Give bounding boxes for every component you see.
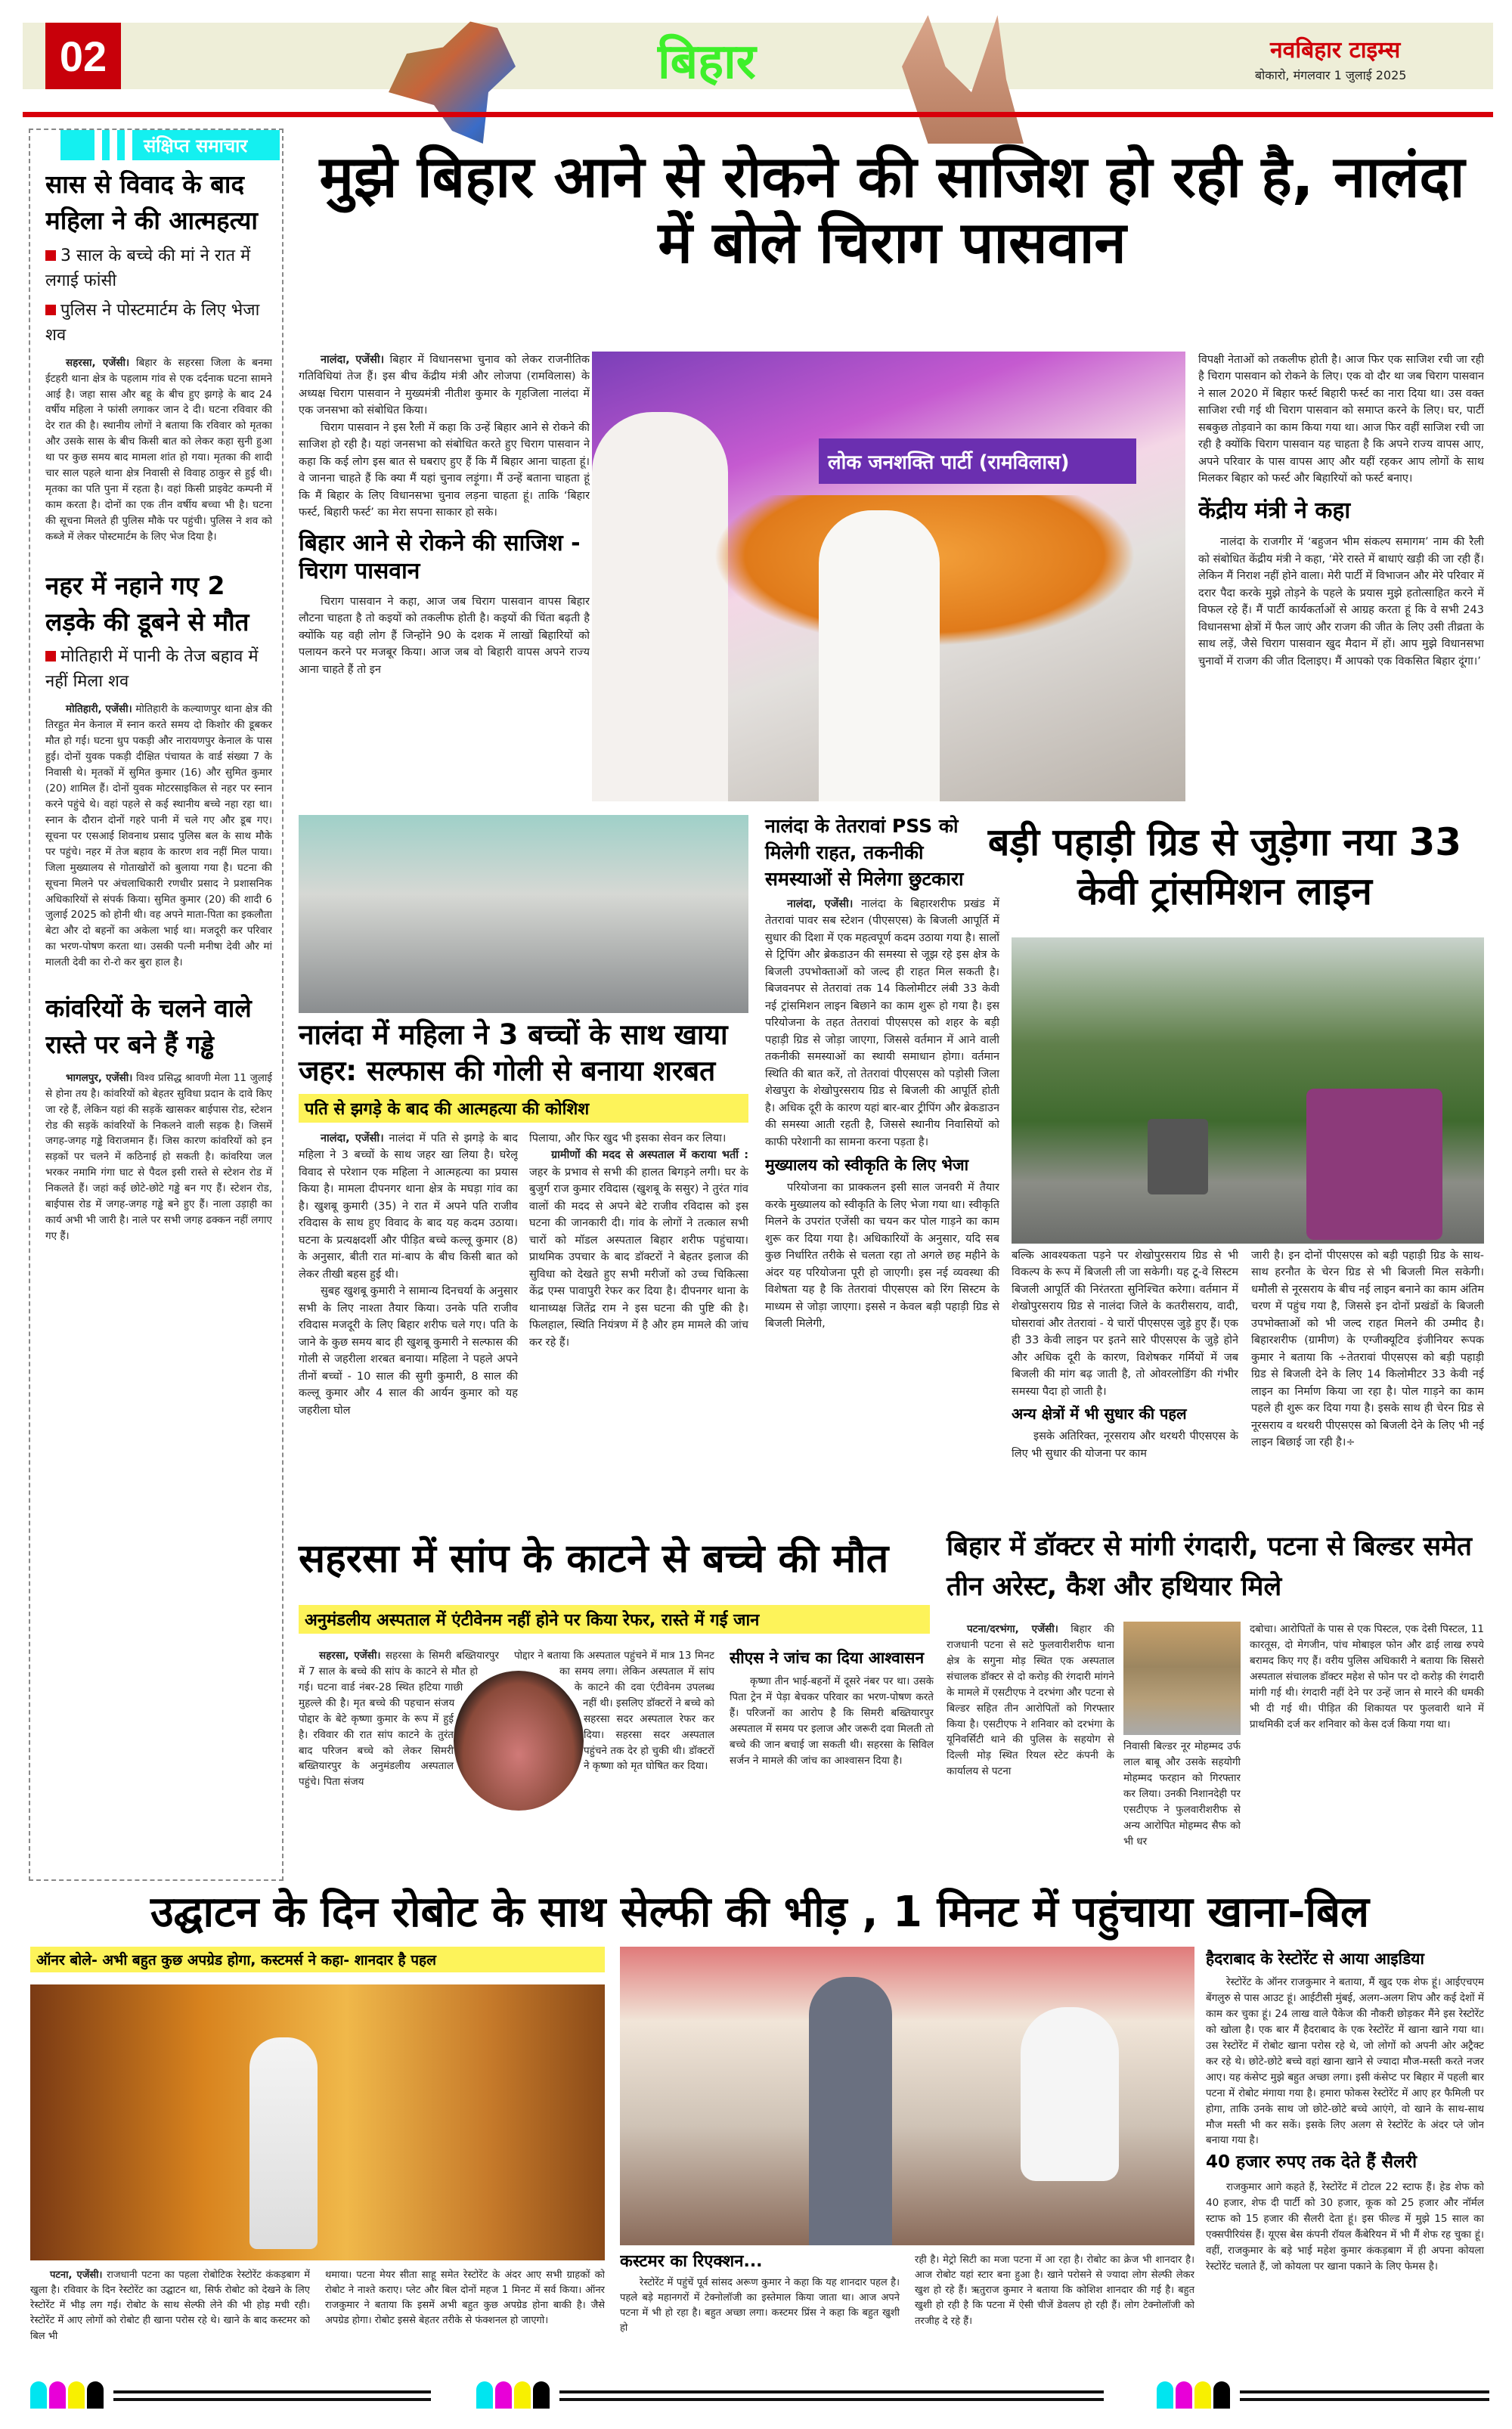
snake-subheadline: अनुमंडलीय अस्पताल में एंटीवेनम नहीं होने पर किया रेफर, रास्ते में गई जान [299,1605,930,1634]
article-body: सहरसा के सिमरी बख्तियारपुर में 7 साल के बच्चे की सांप के काटने से मौत हो गई। घटना वार्ड नंबर-28 स्थित हटिया गाछी मुहल्ले की है। मृत बच्चे की पहचान संजय पोद्दार के बेटे कृष्णा कुमार के रूप में हुई है। रविवार की रात सांप काटने के तुरंत बाद परिजन बच्चे को लेकर सिमरी बख्तियारपुर के अनुमंडलीय अस्पताल पहुंचे। पिता संजय [299,1650,499,1789]
article-dateline: भागलपुर, एजेंसी। [66,1071,133,1084]
doctor-extortion-headline: बिहार में डॉक्टर से मांगी रंगदारी, पटना से बिल्डर समेत तीन अरेस्ट, कैश और हथियार मिले [947,1532,1473,1602]
doctor-column-2 [1123,1739,1241,1864]
photo-robot [249,2037,318,2249]
robot-waiter-photo [30,1984,605,2260]
poison-column-1 [299,1130,518,1504]
poison-subheadline: पति से झगड़े के बाद की आत्महत्या की कोशिश [299,1094,748,1123]
lead-subheading: केंद्रीय मंत्री ने कहा [1198,497,1351,524]
tag-bars-decoration [87,130,132,160]
doctor-column-1 [947,1622,1114,1864]
article-dateline: नालंदा, एजेंसी। [321,1132,384,1145]
registration-rule [1240,2390,1489,2401]
police-patrol-photo [1123,1622,1241,1735]
robot-side-heading: हैदराबाद के रेस्टोरेंट से आया आइडिया [1206,1950,1424,1968]
snake-column-2 [514,1648,714,1875]
pss-column-2 [1012,1247,1238,1504]
photo-party-banner: लोक जनशक्ति पार्टी (रामविलास) [819,438,1136,484]
robot-column-1 [30,2268,310,2362]
article-body: विपक्षी नेताओं को तकलीफ होती है। आज फिर एक साजिश रची जा रही है चिराग पासवान को रोकने के लिए। एक वो दौर था जब चिराग पासवान ने साल 2020 में बिहार फर्स्ट बिहारी फर्स्ट का नारा दिया था। उस वक्त साजिश रची गई थी चिराग पासवान को समाप्त करने के लिए। घर, पार्टी सबकुछ तोड़वाने का काम किया गया था। आज फिर वहीं साजिश रची जा रही है क्योंकि चिराग पासवान यह चाहता है कि अपने राज्य वापस आए, अपने परिवार के पास वापस आए और यहीं रहकर आप लोगों के साथ मिलकर बिहार को फर्स्ट और बिहारियों को फर्स्ट बनाए। [1198,354,1484,485]
pss-subheading: अन्य क्षेत्रों में भी सुधार की पहल [1012,1405,1187,1424]
article-body: थमाया। पटना मेयर सीता साहू समेत रेस्टोरेंट के अंदर आए सभी ग्राहकों को रोबोट ने नाश्ते कराए। प्लेट और बिल दोनों महज 1 मिनट में सर्व किया। ऑनर राजकुमार ने बताया कि इसमें अभी बहुत कुछ अपग्रेड होना बाकी है। जैसे अपग्रेड होगा। रोबोट इससे बेहतर तरीके से फंक्शनल हो जाएगो। [325,2269,605,2327]
brief-article-drowning [45,568,272,971]
brief-headline: कांवरियों के चलने वाले रास्ते पर बने हैं गड्ढे [45,993,252,1059]
article-body: जहर के प्रभाव से सभी की हालत बिगड़ने लगी। घर के बुजुर्ग राज कुमार रविदास (खुशबू के ससुर) ने तुरंत गांव वालों की मदद से अपने बेटे राजीव रविदास को इस घटना की जानकारी दी। गांव के लोगों ने तत्काल सभी चारों को मॉडल अस्पताल बिहार शरीफ पहुंचाया। प्राथमिक उपचार के बाद डॉक्टरों ने बेहतर इलाज की सुविधा को देखते हुए सभी मरीजों को उच्च चिकित्सा केंद्र एम्स पावापुरी रेफर कर दिया है। दीपनगर थाना के थानाध्यक्ष जितेंद्र राम ने इस घटना की पुष्टि की है। फिलहाल, स्थिति नियंत्रण में है और हम मामले की जांच कर रहे हैं। [529,1166,748,1349]
robot-column-2 [325,2268,605,2362]
robot-sidebar [1206,1949,1484,2376]
snake-subheading: सीएस ने जांच का दिया आश्वासन [730,1649,925,1667]
article-dateline: नालंदा, एजेंसी। [321,354,385,366]
brief-article-potholes [45,990,272,1244]
article-body: पोद्दार ने बताया कि अस्पताल पहुंचने में मात्र 13 मिनट का समय लगा। लेकिन अस्पताल में सांप के काटने की दवा एंटीवेनम उपलब्ध नहीं थी। इसलिए डॉक्टरों ने बच्चे को सहरसा सदर अस्पताल रेफर कर दिया। सहरसा सदर अस्पताल पहुंचने तक देर हो चुकी थी। डॉक्टरों ने कृष्णा को मृत घोषित कर दिया। [514,1650,714,1773]
article-body: विश्व प्रसिद्ध श्रावणी मेला 11 जुलाई से होना तय है। कांवरियों को बेहतर सुविधा प्रदान के दावे किए जा रहे हैं, लेकिन यहां की सड़कें खासकर बाईपास रोड, स्टेशन रोड की सड़कें कांवरियों के निकलने वाली सड़क है। जिसमें जगह-जगह गड्ढे विराजमान हैं। जिस कारण कांवरियों को इन सड़कों पर चलने में कठिनाई हो सकती है। कांवरिया जल भरकर नमामि गंगा घाट से पैदल इसी रास्ते से स्टेशन रोड में निकलते हैं। जहां कई छोटे-छोटे गड्ढे बन गए हैं। स्टेशन रोड, बाईपास रोड में जगह-जगह गड्ढे बने हुए हैं। नाला उड़ाही का कार्य अभी भी जारी है। नाले पर सभी जगह ढक्कन नहीं लगाए गए हैं। [45,1071,272,1243]
pss-headline: नालंदा के तेतरावां PSS को मिलेगी राहत, तकनीकी समस्याओं से मिलेगा छुटकारा [765,815,964,890]
brief-subhead: मोतिहारी में पानी के तेज बहाव में नहीं मिला शव [45,644,272,694]
article-body: राजधानी पटना का पहला रोबोटिक रेस्टोरेंट कंकड़बाग में खुला है। रविवार के दिन रेस्टोरेंट का उद्घाटन था, सिर्फ रोबोट को देखने के लिए रेस्टोरेंट में भीड़ लग गई। रोबोट के साथ सेल्फी लेने की भी होड़ मची रही। रेस्टोरेंट में आए लोगों को रोबोट ही खाना परोस रहे थे। खाने के बाद कस्टमर को बिल भी [30,2269,310,2342]
article-body: चिराग पासवान ने इस रैली में कहा कि उन्हें बिहार आने से रोकने की साजिश हो रही है। यहां जनसभा को संबोधित करते हुए चिराग पासवान ने कहा कि कई लोग इस बात से घबराए हुए हैं कि मैं बिहार आना चाहता हूं। वे जानना चाहते हैं कि क्या मैं यहां चुनाव लड़ूंगा। मैं उन्हें बताना चाहता हूं कि मैं बिहार के लिए विधानसभा चुनाव लड़ना चाहता हूं। ताकि ‘बिहार फर्स्ट, बिहारी फर्स्ट’ का मेरा सपना साकार हो सके। [299,421,590,519]
lead-headline: मुझे बिहार आने से रोकने की साजिश हो रही है, नालंदा में बोले चिराग पासवान [319,143,1465,277]
article-body: चिराग पासवान ने कहा, आज जब चिराग पासवान वापस बिहार लौटना चाहता है तो कइयों को तकलीफ होती है। कइयों की चिंता बढ़ती है क्योंकि यह वही लोग हैं जिन्होंने 90 के दशक में लाखों बिहारियों को पलायन करने पर मजबूर किया। आज जब वो बिहारी वापस अपने राज्य आना चाहते हैं तो इन [299,595,590,676]
lead-column-1 [299,352,590,816]
doctor-column-3 [1250,1622,1484,1864]
robot-subheading: कस्टमर का रिएक्शन... [620,2252,763,2271]
registration-marks [476,2381,552,2412]
article-dateline: सहरसा, एजेंसी। [319,1650,381,1662]
robot-headline: उद्घाटन के दिन रोबोट के साथ सेल्फी की भीड़ , 1 मिनट में पहुंचाया खाना-बिल [150,1888,1369,1937]
article-body: सुबह खुशबू कुमारी ने सामान्य दिनचर्या के अनुसार सभी के लिए नाश्ता तैयार किया। उनके पति राजीव रविदास मजदूरी के लिए बिहार शरीफ चले गए। पति के जाने के कुछ समय बाद ही खुशबू कुमारी ने सल्फास की गोली से जहरीला शरबत बनाया। महिला ने पहले अपने तीनों बच्चों - 10 साल की सुगी कुमारी, 8 साल की कल्लू कुमार और 4 साल की आर्यन कुमार को यह जहरीला घोल [299,1285,518,1417]
article-dateline: पटना, एजेंसी। [50,2269,103,2281]
photo-tractor [1306,1089,1442,1240]
article-body: जारी है। इन दोनों पीएसएस को बड़ी पहाड़ी ग्रिड के साथ-साथ हरनौत के चेरन ग्रिड से भी बिजली मिल सकेगी। धमौली से नूरसराय के बीच नई लाइन बनाने का काम अंतिम चरण में पहुंच गया है, जिससे इन दोनों प्रखंडों के बिजली उपभोक्ताओं को भी जल्द राहत मिलने की उम्मीद है। बिहारशरीफ (ग्रामीण) के एग्जीक्यूटिव इंजीनियर रूपक कुमार ने बताया कि ÷तेतरावां पीएसएस को बड़ी पहाड़ी ग्रिड से बिजली देने के लिए 14 किलोमीटर 33 केवी नई लाइन का निर्माण किया जा रहा है। पोल गाड़ने का काम पहले ही शुरू कर दिया गया है। इसके साथ ही चेरन ग्रिड से नूरसराय व थरथरी पीएसएस को बिजली देने के लिए भी नई लाइन बिछाई जा रही है।÷ [1251,1250,1484,1449]
grid-big-headline: बड़ी पहाड़ी ग्रिड से जुड़ेगा नया 33 केवी ट्रांसमिशन लाइन [987,820,1462,913]
article-body: बिहार में विधानसभा चुनाव को लेकर राजनीतिक गतिविधियां तेज हैं। इस बीच केंद्रीय मंत्री और लोजपा (रामविलास) के अध्यक्ष चिराग पासवान ने मुख्यमंत्री नीतीश कुमार के गृहजिला नालंदा में एक जनसभा को संबोधित किया। [299,354,590,417]
brief-headline: सास से विवाद के बाद महिला ने की आत्महत्या [45,169,258,235]
transmission-line-tractor-photo [1012,937,1484,1244]
article-body: पिलाया, और फिर खुद भी इसका सेवन कर लिया। [529,1132,727,1145]
page-number: 02 [45,23,121,89]
brief-article-suicide [45,166,272,545]
briefs-column [45,166,272,1867]
registration-rule [113,2390,431,2401]
robot-side-heading: 40 हजार रुपए तक देते हैं सैलरी [1206,2152,1418,2173]
photo-robot [1021,2007,1119,2181]
article-dateline: सहरसा, एजेंसी। [66,356,130,369]
article-body: नालंदा के बिहारशरीफ प्रखंड में तेतरावां पावर सब स्टेशन (पीएसएस) के बिजली आपूर्ति में सुधार की दिशा में एक महत्वपूर्ण कदम उठाया गया है। सालों से ट्रिपिंग और ब्रेकडाउन की समस्या से जूझ रहे इस क्षेत्र के बिजली उपभोक्ताओं को जल्द ही राहत मिल सकती है। बिजवनपर से तेतरावां तक 14 किलोमीटर लंबी 33 केवी नई ट्रांसमिशन लाइन बिछाने का काम शुरू हो गया है। इस परियोजना के तहत तेतरावां पीएसएस को शहर के बड़ी पहाड़ी ग्रिड से जोड़ा जाएगा, जिससे वर्तमान में आने वाली तकनीकी समस्याओं का स्थायी समाधान होगा। वर्तमान स्थिति की बात करें, तो तेतरावां पीएसएस को पड़ोसी जिला शेखपुरा के शेखोपुरसराय ग्रिड से बिजली की आपूर्ति होती है। अधिक दूरी के कारण यहां बार-बार ट्रीपिंग और ब्रेकडाउन की समस्या आती रहती है, जिससे स्थानीय निवासियों को काफी परेशानी का सामना करना पड़ता है। [765,898,999,1148]
registration-rule [559,2390,1104,2401]
article-body: राजकुमार आगे कहते हैं, रेस्टोरेंट में टोटल 22 स्टाफ हैं। हेड शेफ को 40 हजार, शेफ दी पार्टी को 30 हजार, कूक को 25 हजार और नॉर्मल स्टाफ को 15 हजार की सैलरी देता हूं। इस फील्ड में मुझे 15 साल का एक्सपीरियंस हैं। यूएस बेस कंपनी रॉयल कैंबेरियन में भी मैं शेफ रह चुका हूं। वहीं, राजकुमार के बड़े भाई महेश कुमार कंकड़बाग में ही अपना कोयला रेस्टोरेंट चलाते हैं, जो कोयला पर खाना पकाने के लिए फेमस है। [1206,2181,1484,2273]
pss-subheading: मुख्यालय को स्वीकृति के लिए भेजा [765,1156,969,1175]
article-dateline: मोतिहारी, एजेंसी। [66,703,132,716]
hospital-photo [299,815,748,1013]
registration-marks [30,2381,106,2412]
selfie-crowd-photo [620,1947,1194,2245]
article-body: नालंदा के राजगीर में ‘बहुजन भीम संकल्प समागम’ नाम की रैली को संबोधित केंद्रीय मंत्री ने कहा, ‘मेरे रास्ते में बाधाएं खड़ी की जा रही हैं। लेकिन मैं निराश नहीं होने वाला। मेरी पार्टी में विभाजन और मेरे परिवार में दरार पैदा करके मुझे तोड़ने के पहले के प्रयास मुझे हतोत्साहित करने में विफल रहे हैं। मैं पार्टी कार्यकर्ताओं से आग्रह करता हूं कि वे सभी 243 विधानसभा क्षेत्रों में फैल जाएं और राजग की जीत के लिए उसी तीव्रता के साथ लड़ें, जैसे चिराग पासवान खुद मैदान में हों। आप मुझे विधानसभा चुनावों में राजग की जीत दिलाइए। मैं आपको एक विकसित बिहार दूंगा।’ [1198,536,1484,668]
article-body: कृष्णा तीन भाई-बहनों में दूसरे नंबर पर था। उसके पिता ट्रेन में पेड़ा बेचकर परिवार का भरण-पोषण करते हैं। परिजनों का आरोप है कि सिमरी बख्तियारपुर अस्पताल में समय पर इलाज और जरूरी दवा मिलती तो बच्चे की जान बचाई जा सकती थी। सहरसा के सिविल सर्जन ने मामले की जांच का आश्वासन दिया है। [730,1675,934,1767]
brief-subhead: पुलिस ने पोस्टमार्टम के लिए भेजा शव [45,298,272,348]
edition-dateline: बोकारो, मंगलवार 1 जुलाई 2025 [1255,68,1407,82]
article-body: निवासी बिल्डर नूर मोहम्मद उर्फ लाल बाबू और उसके सहयोगी मोहम्मद फरहान को गिरफ्तार कर लिया। उनकी निशानदेही पर एसटीएफ ने फुलवारीशरीफ से अन्य आरोपित मोहम्मद सैफ को भी धर [1123,1740,1241,1848]
section-title: बिहार [658,34,756,90]
article-body: रही है। मेट्रो सिटी का मजा पटना में आ रहा है। रोबोट का क्रेज भी शानदार है। आज रोबोट यहां स्टार बना हुआ है। खाने परोसने से ज्यादा लोग सेल्फी लेकर खुश हो रहे हैं। ऋतुराज कुमार ने बताया कि कोशिश शानदार की गई है। बहुत खुशी हो रही है कि पटना में ऐसी चीजें डेवलप हो रही हैं। लोग टेक्नोलॉजी को तरजीह दे रहे हैं। [915,2254,1194,2327]
article-body: बिहार की राजधानी पटना से सटे फुलवारीशरीफ थाना क्षेत्र के सगुना मोड़ स्थित एक अस्पताल संचालक डॉक्टर से दो करोड़ की रंगदारी मांगने के मामले में एसटीएफ ने दरभंगा और पटना से बिल्डर सहित तीन आरोपितों को गिरफ्तार किया है। एसटीएफ ने शनिवार को दरभंगा के यूनिवर्सिटी थाने की पुलिस के सहयोग से दिल्ली मोड़ स्थित रियल स्टेट कंपनी के कार्यालय से पटना [947,1623,1114,1778]
article-body: इसके अतिरिक्त, नूरसराय और थरथरी पीएसएस के लिए भी सुधार की योजना पर काम [1012,1430,1238,1460]
registration-marks [1157,2381,1232,2412]
photo-person [592,412,728,801]
photo-tractor [1148,1119,1208,1194]
chirag-rally-photo [592,352,1185,801]
robot-subheadline: ऑनर बोले- अभी बहुत कुछ अपग्रेड होगा, कस्टमर्स ने कहा- शानदार है पहल [30,1947,605,1972]
article-body: रेस्टोरेंट में पहुंचें पूर्व सांसद अरूण कुमार ने कहा कि यह शानदार पहल है। पहले बड़े महानगरों में टेक्नोलॉजी का इस्तेमाल किया जाता था। आज अपने पटना में भी हो रहा है। बहुत अच्छा लगा। कस्टमर प्रिंस ने कहा कि बहुत खुशी हो [620,2276,900,2334]
briefs-tag-label: संक्षिप्त समाचार [144,135,248,156]
photo-person [809,1977,892,2245]
poison-headline: नालंदा में महिला ने 3 बच्चों के साथ खाया जहर: सल्फास की गोली से बनाया शरबत [299,1018,728,1088]
poison-column-2 [529,1130,748,1504]
lead-column-3 [1198,352,1484,805]
article-body: मोतिहारी के कल्याणपुर थाना क्षेत्र की तिरहुत मेन केनाल में स्नान करते समय दो किशोर की डूबकर मौत हो गई। घटना धुप पकड़ी और नारायणपुर केनाल के पास हुई। दोनों युवक पकड़ी दीक्षित पंचायत के वार्ड संख्या 7 के निवासी थे। मृतकों में सुमित कुमार (16) और सुमित कुमार (20) शामिल हैं। दोनों युवक मोटरसाइकिल से नहर पर स्नान करने पहुंचे थे। वहां पहले से कई स्थानीय बच्चे नहा रहा था। स्नान के दौरान दोनों गहरे पानी में चले गए और डूब गए। सूचना पर एसआई शिवनाथ प्रसाद पुलिस बल के साथ मौके पर पहुंचे। नहर में तेज बहाव के कारण शव नहीं मिल पाया। जिला मुख्यालय से गोताखोरों को बुलाया गया है। घटना की सूचना मिलने पर अंचलाधिकारी रणधीर प्रसाद ने प्रशासनिक अधिकारियों से संपर्क किया। सुमित कुमार (20) की शादी 6 जुलाई 2025 को होनी थी। वह अपने माता-पिता का इकलौता बेटा और दो बहनों का अकेला भाई था। मजदूरी कर परिवार का भरण-पोषण करता था। उसकी पत्नी मनीषा देवी और मां मालती देवी का रो-रो कर बुरा हाल है। [45,703,272,969]
article-dateline: नालंदा, एजेंसी। [787,898,854,910]
robot-column-3 [620,2251,900,2365]
article-body: बिहार के सहरसा जिला के बनमा ईटहरी थाना क्षेत्र के पहलाम गांव से एक दर्दनाक घटना सामने आई है। जहा सास और बहू के बीच हुए झगड़े के बाद 24 वर्षीय महिला ने फांसी लगाकर जान दे दी। घटना रविवार की देर रात की है। स्थानीय लोगों ने बताया कि रविवार को मृतका और उसके सास के बीच किसी बात को लेकर कहा सुनी हुआ था पर कुछ समय बाद मामला शांत हो गया। मृतका की शादी चार साल पहले थाना क्षेत्र निवासी से विवाह ठाकुर से हुई थी। मृतका का पति पुना में रहता है। वहां किसी प्राइवेट कम्पनी में काम करता है। दोनों का एक तीन वर्षीय बच्चा भी है। घटना की सूचना मिलते ही पुलिस मौके पर पहुंची। पुलिस ने शव को कब्जे में लेकर पोस्टमार्टम के लिए भेज दिया है। [45,356,272,543]
photo-person [819,510,940,801]
article-body: नालंदा में पति से झगड़े के बाद महिला ने 3 बच्चों के साथ जहर खा लिया है। घरेलू विवाद से परेशान एक महिला ने आत्महत्या का प्रयास किया है। मामला दीपनगर थाना क्षेत्र के मघड़ा गांव का है। खुशबू कुमारी (35) ने रात में अपने पति राजीव रविदास के साथ हुए विवाद के बाद यह कदम उठाया। घटना के प्रत्यक्षदर्शी और पीड़ित बच्चे कल्लू कुमार (8) के अनुसार, बीती रात मां-बाप के बीच किसी बात को लेकर तीखी बहस हुई थी। [299,1132,518,1281]
article-body: परियोजना का प्राक्कलन इसी साल जनवरी में तैयार करके मुख्यालय को स्वीकृति के लिए भेजा गया था। स्वीकृति मिलने के उपरांत एजेंसी का चयन कर पोल गाड़ने का काम शुरू कर दिया गया है। अधिकारियों के अनुसार, यदि सब कुछ निर्धारित तरीके से चलता रहा तो अगले छह महीने के अंदर यह परियोजना पूरी हो जाएगी। इस नई व्यवस्था की विशेषता यह है कि तेतरावां पीएसएस को रिंग सिस्टम के माध्यम से जोड़ा जाएगा। इससे न केवल बड़ी पहाड़ी ग्रिड से बिजली मिलेगी, [765,1182,999,1331]
brief-headline: नहर में नहाने गए 2 लड़के की डूबने से मौत [45,570,249,637]
lead-subheading: बिहार आने से रोकने की साजिश - चिराग पासवान [299,529,581,585]
header-divider [23,112,1493,117]
robot-column-4 [915,2253,1194,2362]
article-dateline: पटना/दरभंगा, एजेंसी। [967,1623,1058,1635]
snake-headline: सहरसा में सांप के काटने से बच्चे की मौत [299,1536,889,1582]
snake-column-3 [730,1648,934,1860]
article-body: बल्कि आवश्यकता पड़ने पर शेखोपुरसराय ग्रिड से भी विकल्प के रूप में बिजली ली जा सकेगी। यह टू-वे सिस्टम बिजली आपूर्ति की निरंतरता सुनिश्चित करेगा। वर्तमान में शेखोपुरसराय ग्रिड से नालंदा जिले के कतरीसराय, वादी, घोसरावां और तेतरावां - ये चारों पीएसएस जुड़े हुए हैं। एक ही 33 केवी लाइन पर इतने सारे पीएसएस के जुड़े होने और अधिक दूरी के कारण, विशेषकर गर्मियों में जब बिजली की मांग बढ़ जाती है, तो ओवरलोडिंग की गंभीर समस्या पैदा हो जाती है। [1012,1250,1238,1398]
article-lead-in: ग्रामीणों की मदद से अस्पताल में कराया भर्ती : [551,1149,748,1162]
article-body: दबोचा। आरोपितों के पास से एक पिस्टल, एक देसी पिस्टल, 11 कारतूस, दो मेगजीन, पांच मोबाइल फोन और ढाई लाख रुपये बरामद किए गए हैं। वरीय पुलिस अधिकारी ने बताया कि सिसरो अस्पताल संचालक डॉक्टर महेश से फोन पर दो करोड़ की रंगदारी मांगी गई थी। रंगदारी नहीं देने पर उन्हें जान से मारने की धमकी भी दी गई थी। पीड़ित की शिकायत पर फुलवारी थाने में प्राथमिकी दर्ज कर शनिवार को केस दर्ज किया गया था। [1250,1623,1484,1730]
brief-subhead: 3 साल के बच्चे की मां ने रात में लगाई फांसी [45,243,272,293]
masthead-logo: नवबिहार टाइम्स [1270,37,1401,64]
pss-column-3 [1251,1247,1484,1504]
briefs-tag [60,130,280,160]
article-body: रेस्टोरेंट के ऑनर राजकुमार ने बताया, मैं खुद एक शेफ हूं। आईएचएम बेंगलुरु से पास आउट हूं। आईटीसी मुंबई, अलग-अलग शिप और कई देशों में काम कर चुका हूं। 24 लाख वाले पैकेज की नौकरी छोड़कर मैंने इस रेस्टोरेंट को खोला है। एक बार मैं हैदराबाद के एक रेस्टोरेंट में खाना खाने गया था। उस रेस्टोरेंट में रोबोट खाना परोस रहे थे, जो लोगों को अपनी ओर अट्रैक्ट कर रहे थे। छोटे-छोटे बच्चे वहां खाना खाने से ज्यादा मौज-मस्ती करते नजर आए। यह कंसेप्ट मुझे बहुत अच्छा लगा। इसी कंसेप्ट पर बिहार में पहली बार पटना में रोबोट मंगाया गया है। हमारा फोकस रेस्टोरेंट में आए हर फैमिली पर होगा, ताकि उनके साथ जो छोटे-छोटे बच्चे आएंगे, वो खाने के साथ-साथ मौज मस्ती भी कर सकें। इसके लिए अलग से रेस्टोरेंट के अंदर प्ले जोन बनाया गया है। [1206,1976,1484,2147]
pss-column-1 [765,896,999,1504]
